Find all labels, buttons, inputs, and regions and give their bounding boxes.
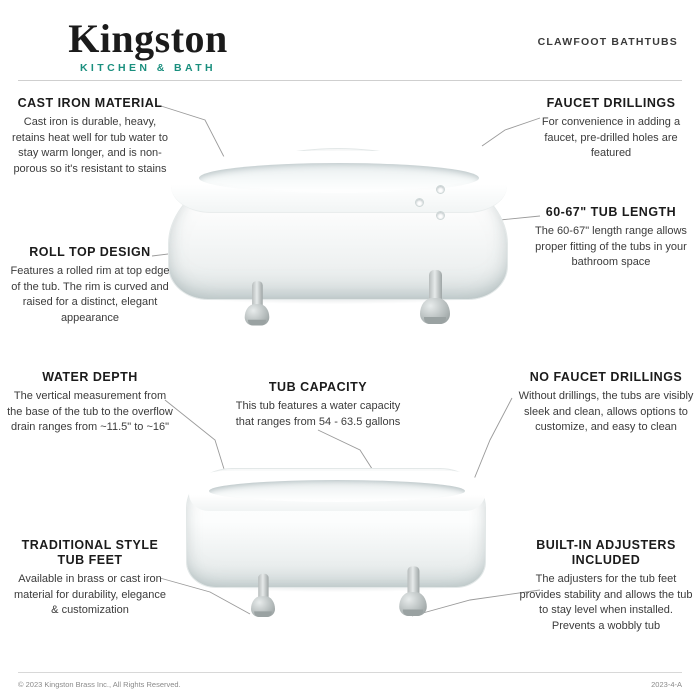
callout-title: NO FAUCET DRILLINGS (529, 370, 683, 384)
callout-title: 60-67" TUB LENGTH (545, 205, 677, 219)
callout-roll-top-design (10, 245, 170, 326)
callout-title: FAUCET DRILLINGS (546, 96, 676, 110)
callout-no-faucet-drillings (518, 370, 694, 436)
callout-traditional-style-tub-feet (10, 538, 170, 619)
product-category-label: CLAWFOOT BATHTUBS (537, 36, 678, 48)
tub-body (186, 468, 486, 588)
callout-body: Without drillings, the tubs are visibly sleek and clean, allows options to customize, and easy to clean (518, 390, 694, 433)
callout-title: BUILT-IN ADJUSTERS INCLUDED (536, 538, 676, 567)
document-code: 2023-4-A (651, 680, 682, 689)
tub-foot (420, 270, 450, 328)
brand-logo (18, 16, 278, 74)
drilling-hole-icon (415, 198, 424, 207)
tub-interior (209, 480, 465, 502)
tub-foot (245, 281, 270, 329)
callout-body: Features a rolled rim at top edge of the tub. The rim is curved and raised for a distinct, elegant appearance (10, 265, 170, 324)
callout-body: The 60-67" length range allows proper fitting of the tubs in your bathroom space (535, 225, 687, 268)
callout-title: TUB CAPACITY (268, 380, 368, 394)
clawfoot-tub-no-drillings-illustration (186, 468, 486, 648)
callout-body: For convenience in adding a faucet, pre-drilled holes are featured (541, 116, 681, 159)
tub-foot (251, 574, 275, 620)
callout-tub-capacity (228, 380, 408, 430)
tub-foot (399, 566, 427, 619)
callout-title: ROLL TOP DESIGN (29, 245, 151, 259)
drilling-hole-icon (436, 211, 445, 220)
callout-body: This tub features a water capacity that ranges from 54 - 63.5 gallons (235, 400, 401, 428)
brand-name: Kingston (68, 16, 228, 61)
tub-foot-claw (251, 596, 275, 617)
callout-water-depth (6, 370, 174, 436)
callout-faucet-drillings (530, 96, 692, 162)
page-header (0, 0, 700, 84)
copyright-text: © 2023 Kingston Brass Inc., All Rights Reserved. (18, 680, 181, 689)
footer-divider (18, 672, 682, 673)
faucet-drilling-holes (415, 185, 469, 221)
tub-foot-claw (399, 592, 427, 616)
callout-title: WATER DEPTH (42, 370, 138, 384)
header-divider (18, 80, 682, 81)
callout-body: Cast iron is durable, heavy, retains heat well for tub water to stay warm longer, and is non-porous so it's resistant to stains (12, 116, 168, 175)
tub-foot-claw (245, 304, 270, 325)
callout-body: Available in brass or cast iron material for durability, elegance & customization (13, 573, 167, 616)
callout-title: CAST IRON MATERIAL (17, 96, 163, 110)
tub-foot-claw (420, 298, 450, 324)
callout-tub-length (530, 205, 692, 271)
clawfoot-tub-with-drillings-illustration (168, 148, 508, 368)
brand-tagline: KITCHEN & BATH (79, 62, 217, 74)
callout-cast-iron-material (10, 96, 170, 177)
drilling-hole-icon (436, 185, 445, 194)
callout-body: The vertical measurement from the base of the tub to the overflow drain ranges from ~11.5" to ~16" (7, 390, 173, 433)
callout-title: TRADITIONAL STYLE TUB FEET (21, 538, 159, 567)
tub-body (168, 148, 508, 300)
callout-body: The adjusters for the tub feet provides stability and allows the tub to stay level when installed. Prevents a wobbly tub (519, 573, 693, 632)
callout-built-in-adjusters (518, 538, 694, 634)
